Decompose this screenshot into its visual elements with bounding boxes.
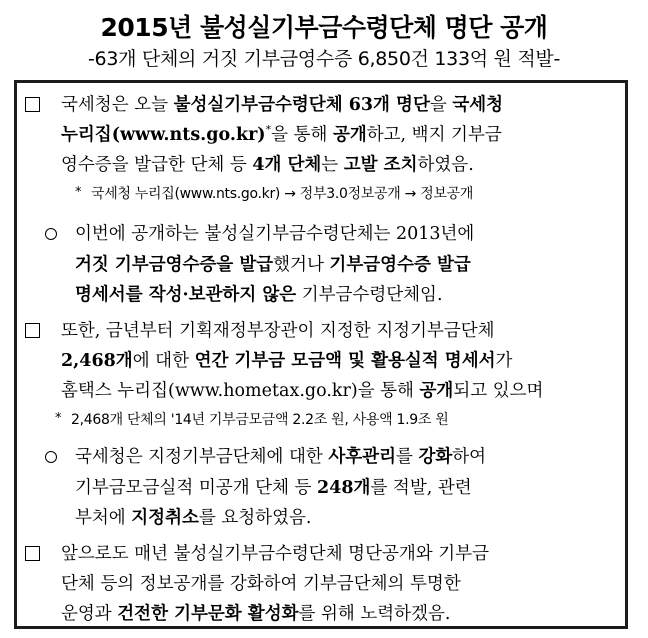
bold-text: 지정취소 bbox=[131, 508, 199, 528]
circle-bullet-icon bbox=[45, 451, 57, 463]
text-span: 하고, 백지 기부금 bbox=[366, 125, 502, 145]
text-span: 하여 bbox=[452, 447, 487, 467]
circle-bullet-icon bbox=[45, 228, 57, 240]
bold-text: 2,468개 bbox=[61, 351, 133, 371]
square-bullet-icon bbox=[25, 323, 40, 338]
text-span: 가 bbox=[495, 351, 513, 371]
text-span: 홈택스 누리집(www.hometax.go.kr)을 통해 bbox=[61, 381, 420, 401]
paragraph-line bbox=[61, 600, 450, 625]
paragraph-line: 단체 등의 정보공개를 강화하여 기부금단체의 투명한 bbox=[61, 574, 461, 594]
text-span: 부처에 bbox=[75, 508, 132, 528]
text-span: 를 요청하였음. bbox=[198, 508, 312, 528]
asterisk-icon: * bbox=[55, 411, 62, 426]
text-span: 을 bbox=[429, 95, 453, 115]
website-link-text: 누리집(www.nts.go.kr) bbox=[61, 125, 266, 145]
bold-text: 명세서를 작성·보관하지 않은 bbox=[75, 285, 297, 305]
paragraph-line: 이번에 공개하는 불성실기부금수령단체는 2013년에 bbox=[75, 224, 475, 244]
paragraph-line bbox=[61, 151, 474, 176]
text-span: 영수증을 발급한 단체 등 bbox=[61, 155, 253, 175]
paragraph-line bbox=[75, 251, 471, 276]
bold-text: 국세청 bbox=[452, 95, 504, 115]
text-span: 를 bbox=[395, 447, 419, 467]
paragraph-line bbox=[61, 347, 512, 372]
text-span: 를 위해 노력하겠음. bbox=[298, 604, 451, 624]
paragraph-line bbox=[61, 121, 502, 146]
bold-text: 연간 기부금 모금액 및 활용실적 명세서 bbox=[194, 351, 496, 371]
paragraph-line bbox=[75, 504, 311, 529]
text-span: 에 대한 bbox=[132, 351, 195, 371]
bold-text: 강화 bbox=[418, 447, 453, 467]
page-title: 2015년 불성실기부금수령단체 명단 공개 bbox=[100, 13, 548, 42]
paragraph-line bbox=[75, 281, 443, 306]
bold-text: 사후관리 bbox=[328, 447, 396, 467]
content-box bbox=[14, 80, 628, 629]
bold-text: 공개 bbox=[419, 381, 454, 401]
text-span: 되고 있으며 bbox=[453, 381, 544, 401]
text-span: 운영과 bbox=[61, 604, 118, 624]
asterisk-icon: * bbox=[75, 185, 82, 200]
text-span: 국세청은 오늘 bbox=[61, 95, 174, 115]
text-span: 을 통해 bbox=[271, 125, 333, 145]
bold-text: 공개 bbox=[332, 125, 367, 145]
text-span: 는 bbox=[321, 155, 344, 175]
bold-text: 거짓 기부금영수증을 발급 bbox=[75, 255, 274, 275]
text-span: 기부금모금실적 미공개 단체 등 bbox=[75, 478, 318, 498]
text-span: 했거나 bbox=[273, 255, 330, 275]
page-subtitle: -63개 단체의 거짓 기부금영수증 6,850건 133억 원 적발- bbox=[87, 48, 561, 70]
footnote-text: 국세청 누리집(www.nts.go.kr) → 정부3.0정보공개 → 정보공개 bbox=[91, 186, 474, 202]
paragraph-line: 앞으로도 매년 불성실기부금수령단체 명단공개와 기부금 bbox=[61, 544, 489, 564]
text-span: 기부금수령단체임. bbox=[296, 285, 443, 305]
paragraph-line bbox=[61, 91, 503, 116]
square-bullet-icon bbox=[25, 546, 40, 561]
footnote-text: 2,468개 단체의 '14년 기부금모금액 2.2조 원, 사용액 1.9조 원 bbox=[71, 412, 449, 428]
bold-text: 건전한 기부문화 활성화 bbox=[117, 604, 299, 624]
bold-text: 불성실기부금수령단체 63개 명단 bbox=[173, 95, 430, 115]
paragraph-line bbox=[61, 377, 543, 402]
text-span: 를 적발, 관련 bbox=[370, 478, 472, 498]
square-bullet-icon bbox=[25, 97, 40, 112]
text-span: 하였음. bbox=[417, 155, 474, 175]
footnote-marker: * bbox=[265, 123, 272, 137]
bold-text: 248개 bbox=[317, 478, 371, 498]
paragraph-line bbox=[75, 443, 486, 468]
bold-text: 고발 조치 bbox=[343, 155, 418, 175]
bold-text: 기부금영수증 발급 bbox=[329, 255, 471, 275]
paragraph-line bbox=[75, 474, 472, 499]
text-span: 국세청은 지정기부금단체에 대한 bbox=[75, 447, 329, 467]
paragraph-line: 또한, 금년부터 기획재정부장관이 지정한 지정기부금단체 bbox=[61, 321, 495, 341]
bold-text: 4개 단체 bbox=[252, 155, 322, 175]
